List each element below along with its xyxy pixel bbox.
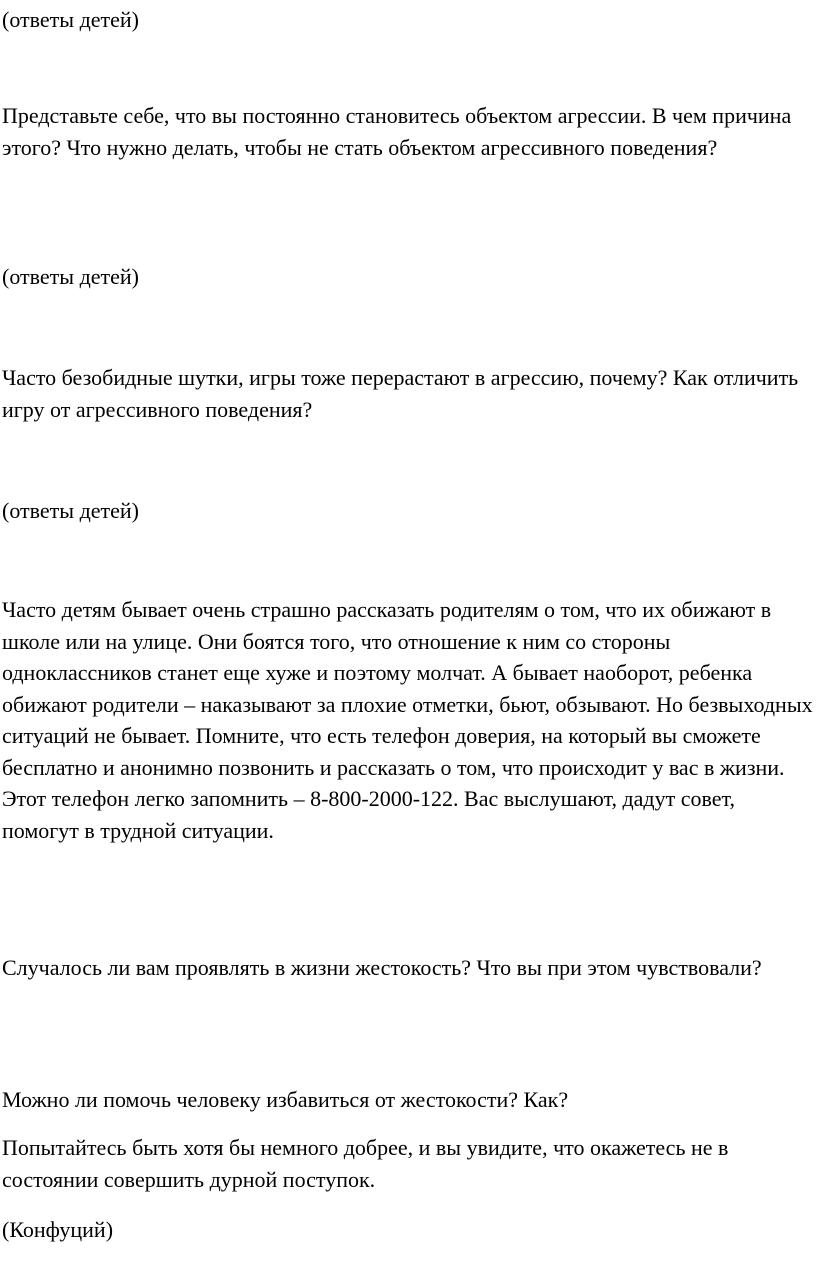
paragraph-aggression-object-question: Представьте себе, что вы постоянно становитесь объектом агрессии. В чем причина этого? Что нужно делать, чтобы не стать объектом агрессивного поведения? [2, 103, 792, 160]
paragraph-children-answers-1: (ответы детей) [2, 7, 140, 32]
paragraph-helpline-text: Часто детям бывает очень страшно рассказать родителям о том, что их обижают в школе или на улице. Они боятся того, что отношение к ним со стороны одноклассников станет еще хуже и поэтому молчат. А бывает наоборот, ребенка обижают родители – наказывают за плохие отметки, бьют, обзывают. Но безвыходных ситуаций не бывает. Помните, что есть телефон доверия, на который вы сможете бесплатно и анонимно позвонить и рассказать о том, что происходит у вас в жизни. Этот телефон легко запомнить – 8-800-2000-122. Вас выслушают, дадут совет, помогут в трудной ситуации. [2, 597, 813, 843]
paragraph-children-answers-3: (ответы детей) [2, 498, 140, 523]
paragraph-cruelty-question: Случалось ли вам проявлять в жизни жестокость? Что вы при этом чувствовали? [2, 955, 762, 980]
paragraph-confucius-quote: Попытайтесь быть хотя бы немного добрее, и вы увидите, что окажетесь не в состоянии совершить дурной поступок. [2, 1135, 729, 1192]
paragraph-quote-author: (Конфуций) [2, 1217, 114, 1242]
paragraph-help-question: Можно ли помочь человеку избавиться от жестокости? Как? [2, 1087, 569, 1112]
paragraph-harmless-jokes-question: Часто безобидные шутки, игры тоже перерастают в агрессию, почему? Как отличить игру от агрессивного поведения? [2, 365, 799, 422]
paragraph-children-answers-2: (ответы детей) [2, 264, 140, 289]
